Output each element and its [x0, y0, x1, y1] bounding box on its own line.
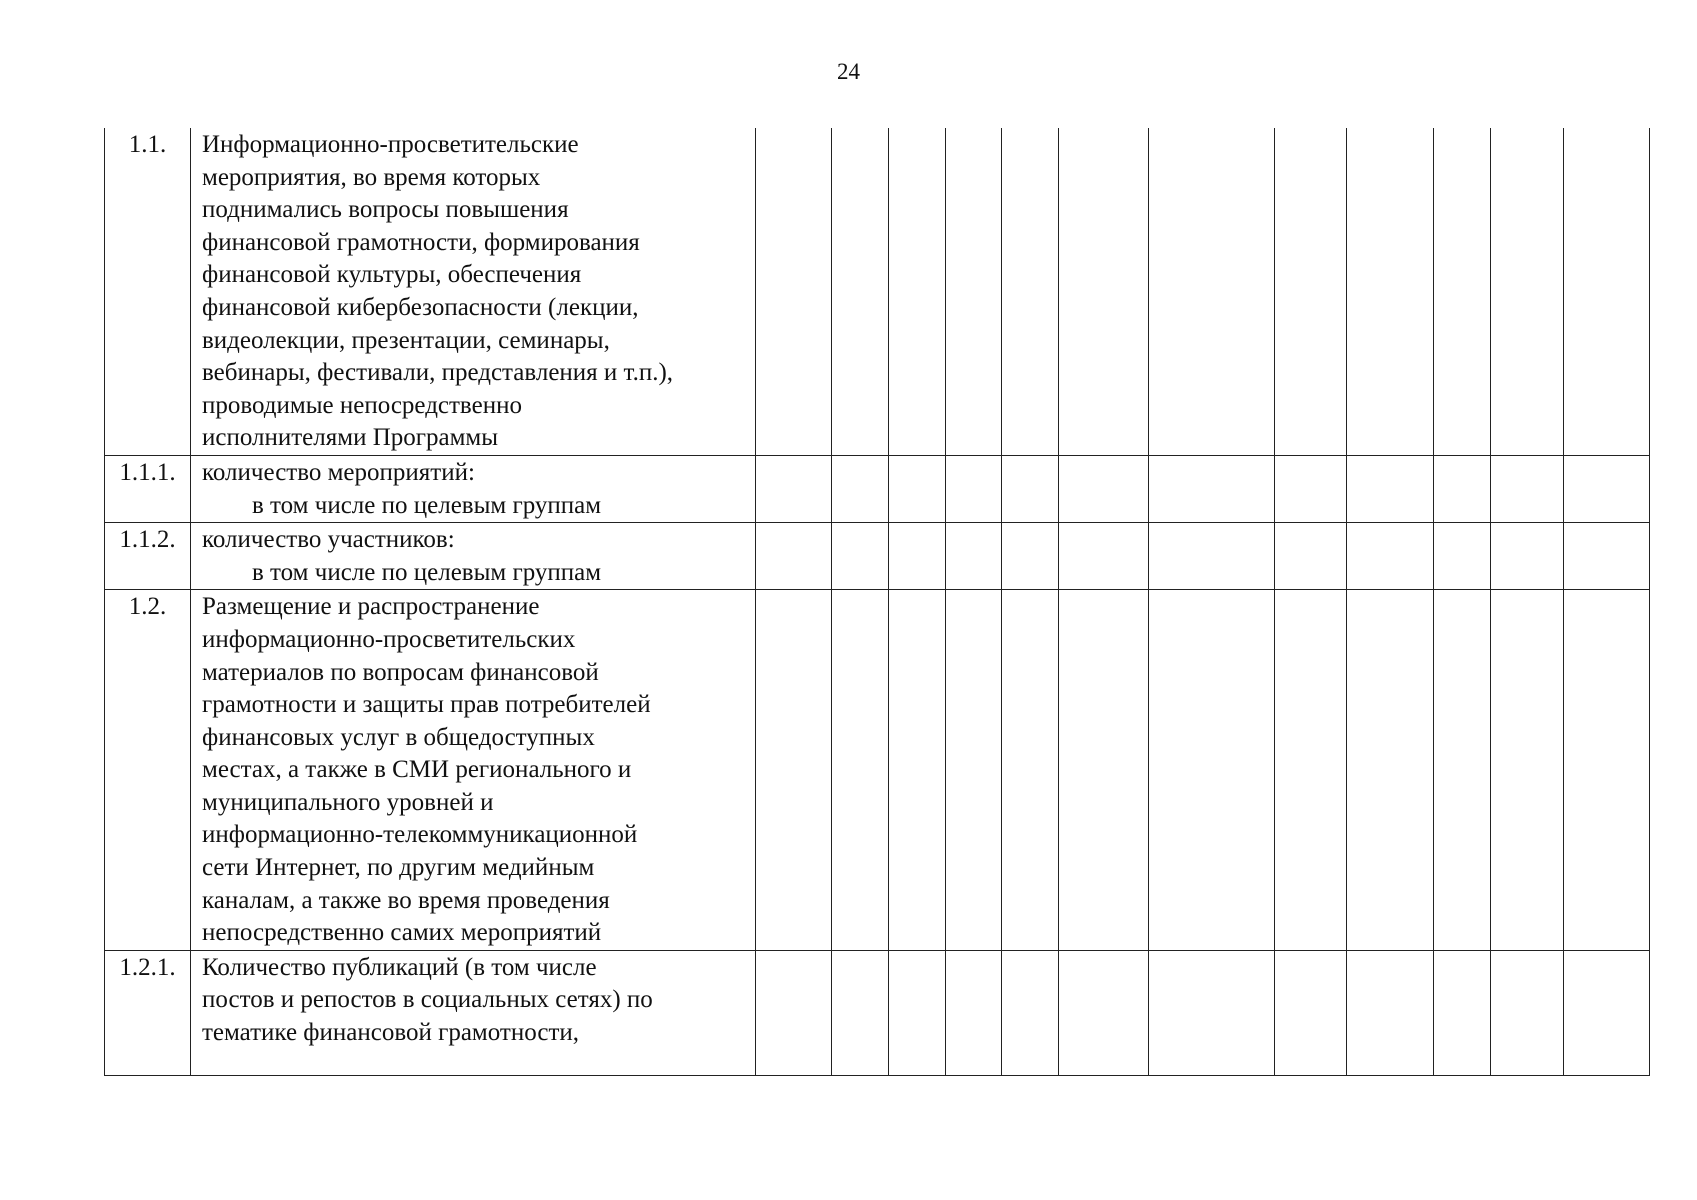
empty-cell — [1347, 128, 1434, 455]
empty-cell — [1564, 128, 1650, 455]
description-subline: в том числе по целевым группам — [252, 491, 602, 519]
row-number: 1.1. — [105, 128, 191, 455]
empty-cell — [756, 455, 832, 522]
empty-cell — [1564, 523, 1650, 590]
empty-cell — [1347, 455, 1434, 522]
empty-cell — [889, 590, 946, 951]
empty-cell — [1002, 590, 1059, 951]
empty-cell — [1002, 455, 1059, 522]
empty-cell — [756, 128, 832, 455]
description-line: непосредственно самих мероприятий — [202, 919, 602, 947]
empty-cell — [946, 128, 1002, 455]
empty-cell — [1491, 455, 1564, 522]
empty-cell — [1434, 590, 1491, 951]
empty-cell — [889, 523, 946, 590]
description-subline: в том числе по целевым группам — [252, 558, 602, 586]
description-line: каналам, а также во время проведения — [202, 886, 610, 914]
description-line: грамотности и защиты прав потребителей — [202, 691, 651, 719]
empty-cell — [756, 950, 832, 1075]
empty-cell — [1347, 950, 1434, 1075]
description-line: проводимые непосредственно — [202, 391, 522, 419]
indicators-table — [104, 128, 1650, 1076]
description-line: поднимались вопросы повышения — [202, 196, 569, 224]
empty-cell — [756, 590, 832, 951]
row-description — [191, 590, 756, 951]
row-description — [191, 950, 756, 1075]
empty-cell — [1149, 590, 1275, 951]
empty-cell — [1275, 950, 1347, 1075]
empty-cell — [1002, 523, 1059, 590]
empty-cell — [1491, 523, 1564, 590]
empty-cell — [756, 523, 832, 590]
description-line: исполнителями Программы — [202, 424, 499, 452]
empty-cell — [1564, 455, 1650, 522]
description-line: сети Интернет, по другим медийным — [202, 854, 595, 882]
empty-cell — [1434, 455, 1491, 522]
empty-cell — [1564, 590, 1650, 951]
empty-cell — [1059, 128, 1149, 455]
table-row — [105, 455, 1650, 522]
empty-cell — [832, 128, 889, 455]
empty-cell — [1059, 950, 1149, 1075]
empty-cell — [889, 950, 946, 1075]
empty-cell — [1275, 523, 1347, 590]
empty-cell — [889, 128, 946, 455]
empty-cell — [1149, 128, 1275, 455]
empty-cell — [889, 455, 946, 522]
description-line: количество участников: — [202, 526, 455, 554]
description-line: Размещение и распространение — [202, 593, 540, 621]
empty-cell — [1564, 950, 1650, 1075]
row-description — [191, 455, 756, 522]
empty-cell — [1491, 950, 1564, 1075]
empty-cell — [1002, 950, 1059, 1075]
description-line: финансовой культуры, обеспечения — [202, 261, 582, 289]
row-description — [191, 523, 756, 590]
description-line: Количество публикаций (в том числе — [202, 953, 597, 981]
row-description — [191, 128, 756, 455]
description-line: тематике финансовой грамотности, — [202, 1019, 580, 1047]
description-line: постов и репостов в социальных сетях) по — [202, 986, 653, 1014]
row-number: 1.1.2. — [105, 523, 191, 590]
empty-cell — [832, 523, 889, 590]
empty-cell — [946, 523, 1002, 590]
page-number: 24 — [837, 59, 860, 84]
description-line: Информационно-просветительские — [202, 131, 579, 158]
row-number: 1.2.1. — [105, 950, 191, 1075]
empty-cell — [946, 950, 1002, 1075]
empty-cell — [1434, 950, 1491, 1075]
description-line: количество мероприятий: — [202, 458, 475, 486]
row-number: 1.2. — [105, 590, 191, 951]
empty-cell — [1059, 590, 1149, 951]
description-line: финансовой кибербезопасности (лекции, — [202, 293, 639, 321]
description-line: муниципального уровней и — [202, 788, 494, 816]
empty-cell — [1059, 523, 1149, 590]
empty-cell — [946, 455, 1002, 522]
description-line: финансовой грамотности, формирования — [202, 228, 640, 256]
empty-cell — [1434, 523, 1491, 590]
empty-cell — [832, 455, 889, 522]
empty-cell — [832, 590, 889, 951]
empty-cell — [1491, 128, 1564, 455]
empty-cell — [1347, 590, 1434, 951]
description-line: информационно-просветительских — [202, 625, 576, 653]
empty-cell — [1491, 590, 1564, 951]
table-row — [105, 523, 1650, 590]
row-number: 1.1.1. — [105, 455, 191, 522]
empty-cell — [1149, 523, 1275, 590]
empty-cell — [1149, 950, 1275, 1075]
description-line: материалов по вопросам финансовой — [202, 658, 599, 686]
empty-cell — [1002, 128, 1059, 455]
description-line: информационно-телекоммуникационной — [202, 821, 638, 849]
empty-cell — [1347, 523, 1434, 590]
description-line: местах, а также в СМИ регионального и — [202, 756, 632, 784]
empty-cell — [1434, 128, 1491, 455]
empty-cell — [946, 590, 1002, 951]
empty-cell — [1059, 455, 1149, 522]
description-line: вебинары, фестивали, представления и т.п.), — [202, 359, 674, 387]
empty-cell — [1275, 128, 1347, 455]
table-row — [105, 950, 1650, 1075]
table-row — [105, 590, 1650, 951]
empty-cell — [1149, 455, 1275, 522]
description-line: видеолекции, презентации, семинары, — [202, 326, 610, 354]
empty-cell — [1275, 590, 1347, 951]
table-row — [105, 128, 1650, 455]
description-line: мероприятия, во время которых — [202, 163, 541, 191]
empty-cell — [832, 950, 889, 1075]
empty-cell — [1275, 455, 1347, 522]
description-line: финансовых услуг в общедоступных — [202, 723, 595, 751]
